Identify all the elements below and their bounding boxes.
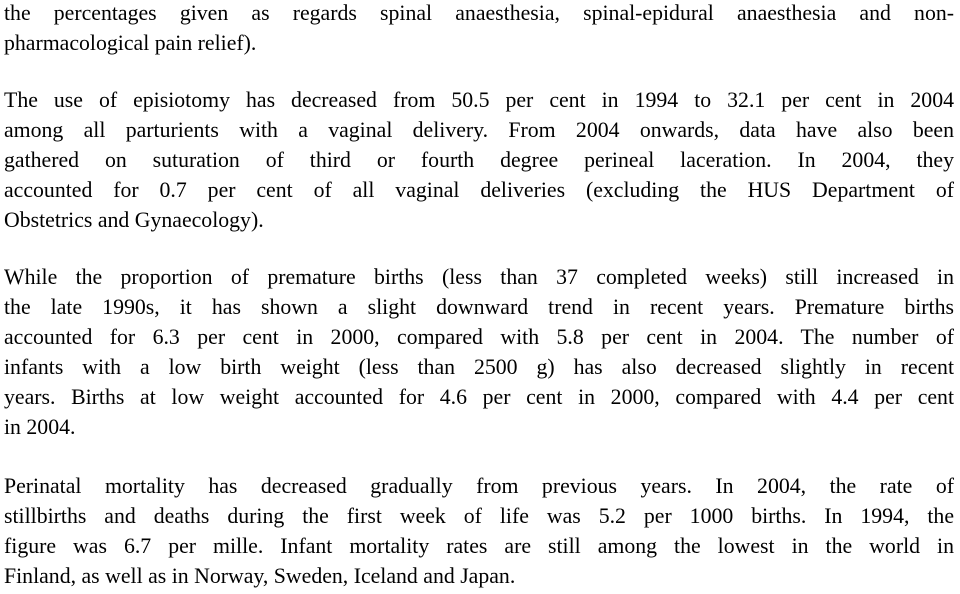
text-line: accounted for 6.3 per cent in 2000, compared with 5.8 per cent in 2004. The number of <box>4 325 954 349</box>
document-page <box>4 0 954 594</box>
text-line: Obstetrics and Gynaecology). <box>4 208 264 232</box>
text-line: Perinatal mortality has decreased gradually from previous years. In 2004, the rate of <box>4 474 954 498</box>
text-line: years. Births at low weight accounted for 4.6 per cent in 2000, compared with 4.4 per cent <box>4 385 954 409</box>
text-line: pharmacological pain relief). <box>4 31 257 55</box>
text-line: accounted for 0.7 per cent of all vaginal deliveries (excluding the HUS Department of <box>4 178 954 202</box>
text-line: gathered on suturation of third or fourth degree perineal laceration. In 2004, they <box>4 148 954 172</box>
text-line: infants with a low birth weight (less than 2500 g) has also decreased slightly in recent <box>4 355 954 379</box>
text-line: the percentages given as regards spinal anaesthesia, spinal-epidural anaesthesia and non- <box>4 1 954 25</box>
text-line: The use of episiotomy has decreased from 50.5 per cent in 1994 to 32.1 per cent in 2004 <box>4 88 954 112</box>
text-line: in 2004. <box>4 415 76 439</box>
text-line: the late 1990s, it has shown a slight downward trend in recent years. Premature births <box>4 295 954 319</box>
text-line: figure was 6.7 per mille. Infant mortality rates are still among the lowest in the world in <box>4 534 954 558</box>
text-line: stillbirths and deaths during the first week of life was 5.2 per 1000 births. In 1994, the <box>4 504 954 528</box>
text-line: Finland, as well as in Norway, Sweden, Iceland and Japan. <box>4 564 516 588</box>
text-line: among all parturients with a vaginal delivery. From 2004 onwards, data have also been <box>4 118 954 142</box>
text-line: While the proportion of premature births (less than 37 completed weeks) still increased in <box>4 265 954 289</box>
